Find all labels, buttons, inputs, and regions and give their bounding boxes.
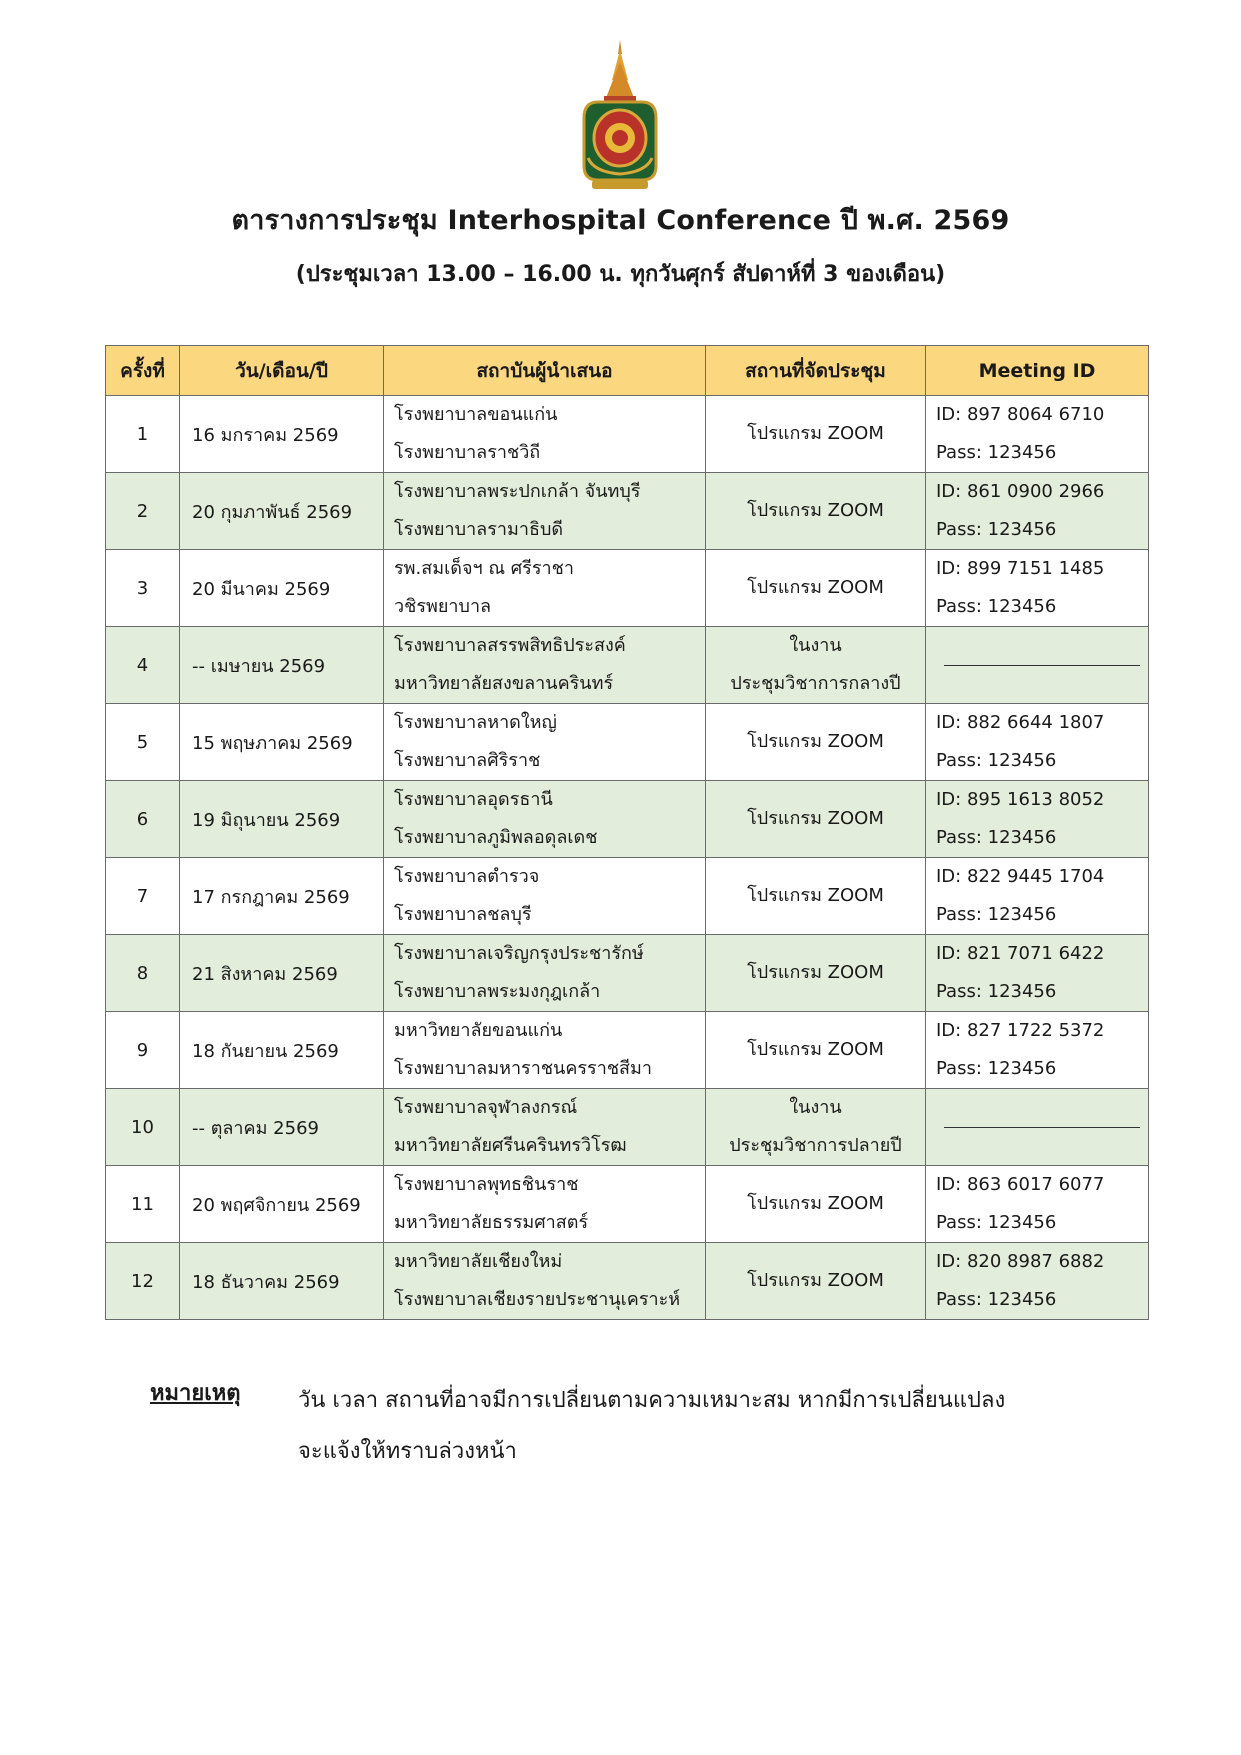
cell-institutions [384,396,706,473]
cell-venue [706,781,926,858]
institution-1: โรงพยาบาลพุทธชินราช [394,1174,579,1195]
table-body [106,396,1149,1320]
table-row [106,1243,1149,1320]
cell-venue [706,935,926,1012]
header-no: ครั้งที่ [106,346,180,396]
institution-1: โรงพยาบาลอุดรธานี [394,789,553,810]
cell-date: 19 มิถุนายน 2569 [180,781,384,858]
cell-date: 20 มีนาคม 2569 [180,550,384,627]
cell-institutions [384,704,706,781]
cell-institutions [384,1089,706,1166]
cell-no: 3 [106,550,180,627]
cell-institutions [384,550,706,627]
institution-2: มหาวิทยาลัยศรีนครินทรวิโรฒ [394,1135,627,1156]
institution-2: วชิรพยาบาล [394,596,492,617]
cell-venue [706,473,926,550]
venue-line-1: ในงาน [789,1097,842,1118]
cell-institutions [384,858,706,935]
meeting-pass: Pass: 123456 [936,981,1057,1002]
cell-meeting-id [926,704,1149,781]
cell-date: 20 กุมภาพันธ์ 2569 [180,473,384,550]
cell-date: 20 พฤศจิกายน 2569 [180,1166,384,1243]
institution-1: มหาวิทยาลัยขอนแก่น [394,1020,563,1041]
table-row [106,781,1149,858]
cell-institutions [384,627,706,704]
institution-1: โรงพยาบาลหาดใหญ่ [394,712,557,733]
cell-meeting-id [926,473,1149,550]
venue-line-2: ประชุมวิชาการกลางปี [730,673,901,694]
header-date: วัน/เดือน/ปี [180,346,384,396]
schedule-table [105,345,1149,1320]
cell-institutions [384,1166,706,1243]
table-row [106,1012,1149,1089]
institution-2: มหาวิทยาลัยสงขลานครินทร์ [394,673,614,694]
institution-1: มหาวิทยาลัยเชียงใหม่ [394,1251,563,1272]
meeting-id: ID: 897 8064 6710 [936,404,1105,425]
cell-venue [706,1012,926,1089]
table-row [106,858,1149,935]
institution-1: รพ.สมเด็จฯ ณ ศรีราชา [394,558,574,579]
table-row [106,473,1149,550]
cell-meeting-id [926,1012,1149,1089]
note-text [298,1375,1118,1477]
cell-meeting-id [926,858,1149,935]
cell-institutions [384,935,706,1012]
header-meeting-id: Meeting ID [926,346,1149,396]
cell-venue [706,1166,926,1243]
table-row [106,396,1149,473]
cell-institutions [384,781,706,858]
cell-date: 18 ธันวาคม 2569 [180,1243,384,1320]
institution-1: โรงพยาบาลเจริญกรุงประชารักษ์ [394,943,644,964]
venue-line-1: โปรแกรม ZOOM [747,962,884,983]
institution-2: โรงพยาบาลราชวิถี [394,442,541,463]
cell-no: 4 [106,627,180,704]
cell-venue [706,858,926,935]
meeting-pass: Pass: 123456 [936,442,1057,463]
cell-meeting-id [926,1166,1149,1243]
page-subtitle: (ประชุมเวลา 13.00 – 16.00 น. ทุกวันศุกร์ สัปดาห์ที่ 3 ของเดือน) [295,262,946,287]
institution-2: โรงพยาบาลรามาธิบดี [394,519,564,540]
meeting-pass: Pass: 123456 [936,519,1057,540]
cell-venue [706,550,926,627]
institution-2: โรงพยาบาลมหาราชนครราชสีมา [394,1058,653,1079]
cell-date: 16 มกราคม 2569 [180,396,384,473]
cell-date: 17 กรกฎาคม 2569 [180,858,384,935]
cell-meeting-id [926,1089,1149,1166]
table-row [106,935,1149,1012]
cell-venue [706,1089,926,1166]
table-row [106,1089,1149,1166]
venue-line-2: ประชุมวิชาการปลายปี [729,1135,902,1156]
table-row [106,704,1149,781]
cell-meeting-id [926,781,1149,858]
cell-no: 1 [106,396,180,473]
header-venue: สถานที่จัดประชุม [706,346,926,396]
meeting-id: ID: 820 8987 6882 [936,1251,1105,1272]
meeting-pass: Pass: 123456 [936,904,1057,925]
institution-1: โรงพยาบาลขอนแก่น [394,404,558,425]
institution-2: โรงพยาบาลเชียงรายประชานุเคราะห์ [394,1289,681,1310]
cell-date: 15 พฤษภาคม 2569 [180,704,384,781]
institution-1: โรงพยาบาลตำรวจ [394,866,540,887]
cell-meeting-id [926,935,1149,1012]
institution-2: มหาวิทยาลัยธรรมศาสตร์ [394,1212,589,1233]
venue-line-1: โปรแกรม ZOOM [747,1039,884,1060]
cell-meeting-id [926,550,1149,627]
cell-date: 18 กันยายน 2569 [180,1012,384,1089]
cell-meeting-id [926,396,1149,473]
venue-line-1: โปรแกรม ZOOM [747,885,884,906]
cell-venue [706,627,926,704]
cell-no: 7 [106,858,180,935]
cell-venue [706,704,926,781]
cell-no: 8 [106,935,180,1012]
meeting-id: ID: 899 7151 1485 [936,558,1105,579]
venue-line-1: โปรแกรม ZOOM [747,1270,884,1291]
venue-line-1: ในงาน [789,635,842,656]
page-title: ตารางการประชุม Interhospital Conference ปี พ.ศ. 2569 [231,205,1010,236]
cell-institutions [384,1243,706,1320]
cell-meeting-id [926,1243,1149,1320]
institution-2: โรงพยาบาลศิริราช [394,750,541,771]
venue-line-1: โปรแกรม ZOOM [747,423,884,444]
cell-no: 2 [106,473,180,550]
institution-2: โรงพยาบาลพระมงกุฎเกล้า [394,981,601,1002]
meeting-pass: Pass: 123456 [936,1212,1057,1233]
cell-no: 5 [106,704,180,781]
venue-line-1: โปรแกรม ZOOM [747,731,884,752]
meeting-id: ID: 861 0900 2966 [936,481,1105,502]
cell-no: 11 [106,1166,180,1243]
institution-emblem [574,40,666,192]
blank-underline [944,1127,1140,1128]
meeting-id: ID: 882 6644 1807 [936,712,1105,733]
venue-line-1: โปรแกรม ZOOM [747,577,884,598]
venue-line-1: โปรแกรม ZOOM [747,500,884,521]
cell-institutions [384,473,706,550]
cell-meeting-id [926,627,1149,704]
meeting-id: ID: 863 6017 6077 [936,1174,1105,1195]
cell-no: 9 [106,1012,180,1089]
cell-date: -- เมษายน 2569 [180,627,384,704]
cell-date: 21 สิงหาคม 2569 [180,935,384,1012]
meeting-pass: Pass: 123456 [936,1289,1057,1310]
cell-no: 6 [106,781,180,858]
venue-line-1: โปรแกรม ZOOM [747,808,884,829]
note-line-2: จะแจ้งให้ทราบล่วงหน้า [298,1439,517,1464]
meeting-pass: Pass: 123456 [936,750,1057,771]
cell-venue [706,396,926,473]
venue-line-1: โปรแกรม ZOOM [747,1193,884,1214]
meeting-id: ID: 821 7071 6422 [936,943,1105,964]
meeting-id: ID: 895 1613 8052 [936,789,1105,810]
cell-venue [706,1243,926,1320]
cell-institutions [384,1012,706,1089]
blank-underline [944,665,1140,666]
meeting-pass: Pass: 123456 [936,596,1057,617]
institution-1: โรงพยาบาลจุฬาลงกรณ์ [394,1097,578,1118]
meeting-id: ID: 822 9445 1704 [936,866,1105,887]
table-row [106,1166,1149,1243]
meeting-id: ID: 827 1722 5372 [936,1020,1105,1041]
table-row [106,550,1149,627]
cell-no: 10 [106,1089,180,1166]
institution-2: โรงพยาบาลภูมิพลอดุลเดช [394,827,598,848]
institution-1: โรงพยาบาลสรรพสิทธิประสงค์ [394,635,626,656]
meeting-pass: Pass: 123456 [936,1058,1057,1079]
note-line-1: วัน เวลา สถานที่อาจมีการเปลี่ยนตามความเหมาะสม หากมีการเปลี่ยนแปลง [298,1388,1006,1413]
meeting-pass: Pass: 123456 [936,827,1057,848]
header-institution: สถาบันผู้นำเสนอ [384,346,706,396]
table-row [106,627,1149,704]
table-header-row [106,346,1149,396]
institution-2: โรงพยาบาลชลบุรี [394,904,532,925]
cell-date: -- ตุลาคม 2569 [180,1089,384,1166]
note-label: หมายเหตุ [150,1381,241,1406]
cell-no: 12 [106,1243,180,1320]
institution-1: โรงพยาบาลพระปกเกล้า จันทบุรี [394,481,641,502]
